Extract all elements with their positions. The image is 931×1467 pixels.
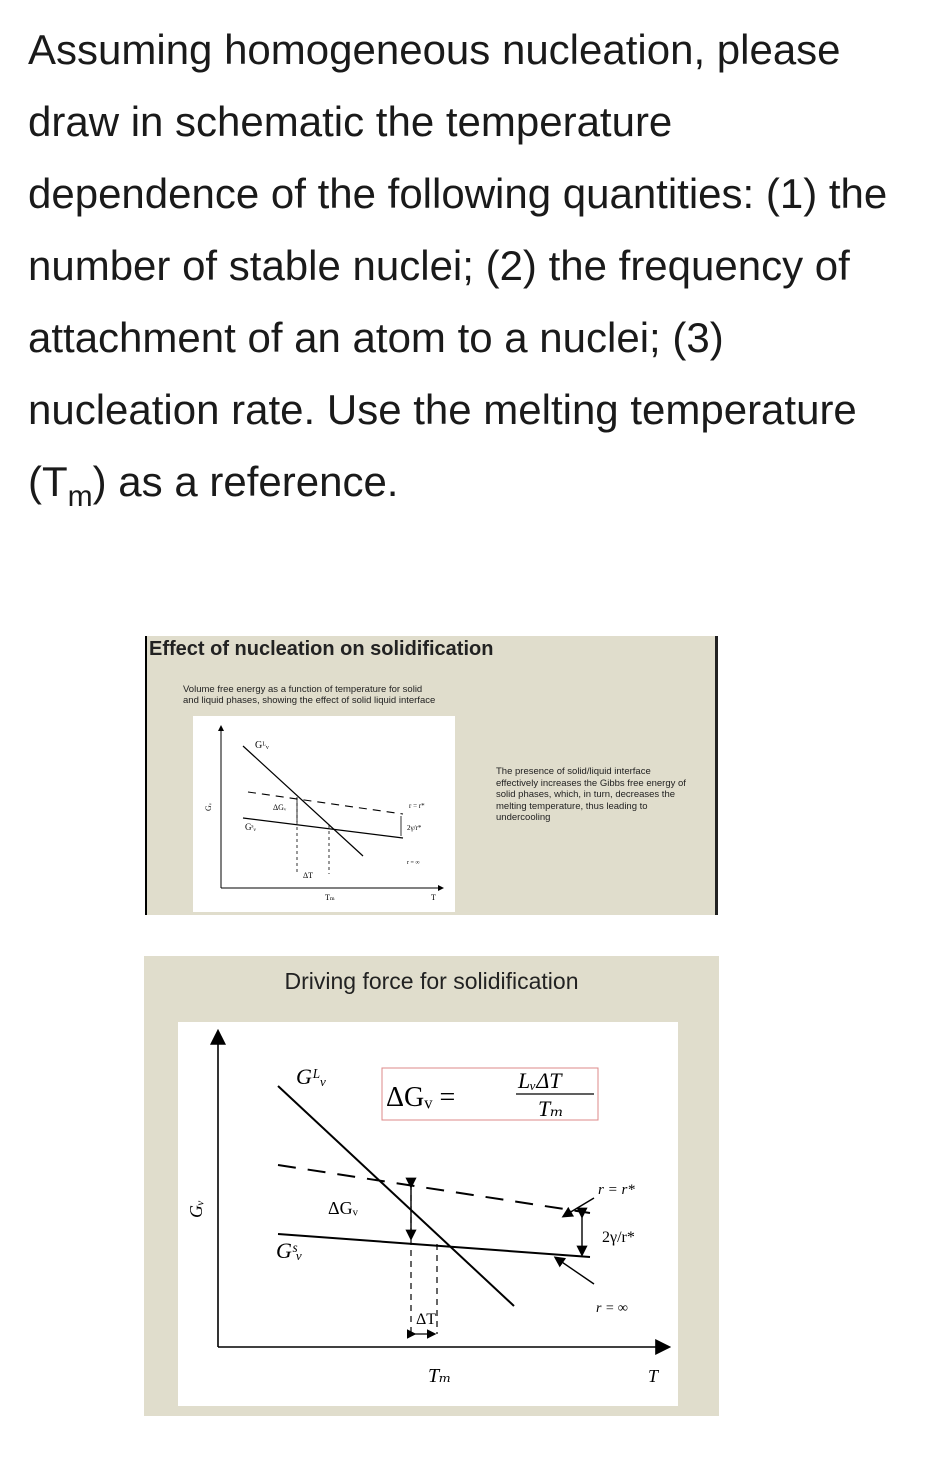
slide1-subtitle-line1: Volume free energy as a function of temperature for solid bbox=[183, 684, 423, 695]
s1-label-rinf: r = ∞ bbox=[407, 860, 420, 866]
s2-label-gvl: Gᴸᵥ bbox=[296, 1064, 327, 1089]
s1-liquid-line bbox=[243, 746, 363, 856]
s1-label-gamma: 2γ/r* bbox=[407, 824, 422, 832]
slide2-title: Driving force for solidification bbox=[284, 968, 579, 994]
slide2-graph bbox=[178, 1022, 678, 1406]
slide-effect-of-nucleation bbox=[145, 636, 718, 915]
slide1-note: The presence of solid/liquid interface effectively increases the Gibbs free energy of solid phases, which, in turn, decreases the melting temperature, thus leading to undercooling bbox=[496, 766, 686, 823]
s2-equation-lhs: ΔGᵥ = bbox=[386, 1082, 456, 1113]
question-subscript: m bbox=[67, 480, 93, 513]
slide1-subtitle-line2: and liquid phases, showing the effect of solid liquid interface bbox=[183, 695, 436, 706]
question-part1: Assuming homogeneous nucleation, please draw in schematic the temperature dependence of the following quantities: (1) the number of stable nuclei; (2) the frequency of attachment of an atom to a nuclei; (3) nucleation rate. Use the melting temperature (T bbox=[28, 26, 888, 505]
s2-equation-num: LᵥΔT bbox=[518, 1068, 562, 1093]
s2-label-gamma: 2γ/r* bbox=[602, 1229, 635, 1246]
slide1-title: Effect of nucleation on solidification bbox=[149, 638, 494, 660]
s1-label-gvs: Gˢᵥ bbox=[245, 822, 257, 832]
s2-label-t: T bbox=[648, 1366, 659, 1386]
slide2-graph-svg bbox=[178, 1022, 678, 1406]
s1-label-dgv: ΔGᵥ bbox=[273, 803, 287, 812]
s2-label-rinf: r = ∞ bbox=[596, 1301, 628, 1316]
slide1-subtitle bbox=[183, 684, 435, 706]
slide-driving-force bbox=[144, 956, 719, 1416]
s2-label-gv-axis: Gᵥ bbox=[186, 1199, 206, 1218]
s1-label-gv-axis: Gᵥ bbox=[204, 802, 213, 811]
s1-label-rstar: r = r* bbox=[409, 802, 425, 810]
question-text bbox=[28, 14, 908, 518]
s2-liquid-line bbox=[278, 1086, 514, 1306]
s1-label-tm: Tₘ bbox=[325, 893, 335, 902]
question-part2: ) as a reference. bbox=[92, 458, 399, 505]
s2-label-dgv: ΔGᵥ bbox=[328, 1198, 358, 1218]
s2-rinf-pointer bbox=[556, 1258, 594, 1284]
s2-label-dt: ΔT bbox=[416, 1311, 437, 1328]
s2-solid-line bbox=[278, 1234, 590, 1257]
s2-shifted-solid-line bbox=[278, 1165, 590, 1213]
s2-label-rstar: r = r* bbox=[598, 1182, 635, 1198]
s1-label-t: T bbox=[431, 893, 436, 902]
slide1-graph-svg bbox=[193, 716, 455, 912]
s1-solid-line bbox=[243, 818, 403, 838]
s1-shifted-solid-line bbox=[248, 792, 403, 814]
s1-label-gvl: Gᴸᵥ bbox=[255, 740, 269, 751]
slide1-graph bbox=[193, 716, 455, 912]
s2-label-tm: Tₘ bbox=[428, 1365, 452, 1387]
s2-label-gvs: Gˢᵥ bbox=[276, 1238, 303, 1263]
s2-equation-den: Tₘ bbox=[538, 1096, 564, 1121]
s1-label-dt: ΔT bbox=[303, 871, 314, 880]
